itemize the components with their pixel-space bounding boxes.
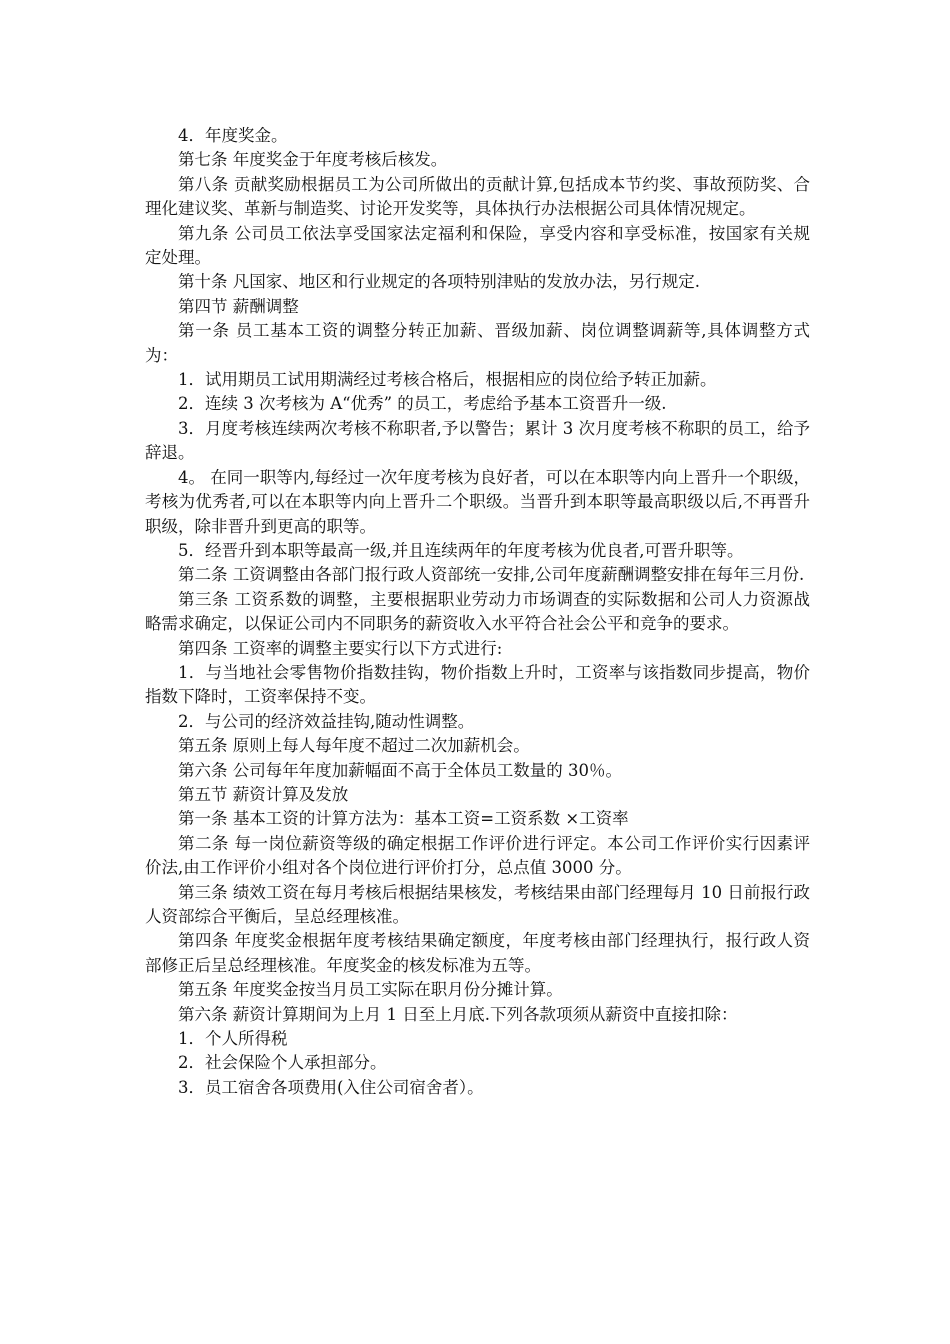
paragraph: 第四条 工资率的调整主要实行以下方式进行: bbox=[178, 638, 503, 658]
list-item: 3．月度考核连续两次考核不称职者,予以警告；累计 3 次月度考核不称职的员工，给予辞退。 bbox=[145, 418, 810, 463]
list-item: 1．个人所得税 bbox=[178, 1029, 288, 1049]
document-body bbox=[145, 124, 810, 1100]
list-item: 1．试用期员工试用期满经过考核合格后，根据相应的岗位给予转正加薪。 bbox=[178, 370, 717, 390]
section-heading: 第五节 薪资计算及发放 bbox=[178, 784, 349, 804]
paragraph: 第一条 基本工资的计算方法为：基本工资=工资系数 ×工资率 bbox=[178, 809, 629, 829]
paragraph: 第九条 公司员工依法享受国家法定福利和保险，享受内容和享受标准，按国家有关规定处理。 bbox=[145, 223, 810, 268]
paragraph: 第四条 年度奖金根据年度考核结果确定额度，年度考核由部门经理执行，报行政人资部修正后呈总经理核准。年度奖金的核发标准为五等。 bbox=[145, 931, 810, 975]
section-heading: 第四节 薪酬调整 bbox=[178, 296, 299, 316]
paragraph: 第六条 薪资计算期间为上月 1 日至上月底.下列各款项须从薪资中直接扣除： bbox=[178, 1004, 738, 1024]
paragraph: 4．年度奖金。 bbox=[178, 126, 288, 145]
paragraph: 第五条 原则上每人每年度不超过二次加薪机会。 bbox=[178, 736, 530, 756]
paragraph: 第十条 凡国家、地区和行业规定的各项特别津贴的发放办法，另行规定. bbox=[178, 272, 700, 292]
paragraph: 第七条 年度奖金于年度考核后核发。 bbox=[178, 150, 448, 170]
paragraph: 第一条 员工基本工资的调整分转正加薪、晋级加薪、岗位调整调薪等,具体调整方式为： bbox=[145, 321, 810, 365]
paragraph: 第五条 年度奖金按当月员工实际在职月份分摊计算。 bbox=[178, 980, 563, 1000]
paragraph: 第八条 贡献奖励根据员工为公司所做出的贡献计算,包括成本节约奖、事故预防奖、合理化建议奖、革新与制造奖、讨论开发奖等，具体执行办法根据公司具体情况规定。 bbox=[145, 174, 810, 219]
paragraph: 第六条 公司每年年度加薪幅面不高于全体员工数量的 30％。 bbox=[178, 760, 622, 780]
list-item: 4。 在同一职等内,每经过一次年度考核为良好者，可以在本职等内向上晋升一个职级，考核为优秀者,可以在本职等内向上晋升二个职级。当晋升到本职等最高职级以后,不再晋升职级，除非晋升到更高的职等。 bbox=[145, 467, 810, 536]
list-item: 2．连续 3 次考核为 A“优秀” 的员工，考虑给予基本工资晋升一级. bbox=[178, 394, 667, 414]
list-item: 1．与当地社会零售物价指数挂钩，物价指数上升时，工资率与该指数同步提高，物价指数下降时，工资率保持不变。 bbox=[145, 662, 810, 707]
paragraph: 第三条 工资系数的调整，主要根据职业劳动力市场调查的实际数据和公司人力资源战略需求确定，以保证公司内不同职务的薪资收入水平符合社会公平和竞争的要求。 bbox=[145, 589, 810, 634]
list-item: 2．与公司的经济效益挂钩,随动性调整。 bbox=[178, 711, 475, 731]
list-item: 5．经晋升到本职等最高一级,并且连续两年的年度考核为优良者,可晋升职等。 bbox=[178, 540, 744, 560]
paragraph: 第三条 绩效工资在每月考核后根据结果核发，考核结果由部门经理每月 10 日前报行政人资部综合平衡后，呈总经理核准。 bbox=[145, 882, 810, 926]
list-item: 3．员工宿舍各项费用(入住公司宿舍者）。 bbox=[178, 1077, 484, 1097]
paragraph: 第二条 每一岗位薪资等级的确定根据工作评价进行评定。本公司工作评价实行因素评价法,由工作评价小组对各个岗位进行评价打分，总点值 3000 分。 bbox=[145, 833, 810, 878]
list-item: 2．社会保险个人承担部分。 bbox=[178, 1053, 387, 1073]
paragraph: 第二条 工资调整由各部门报行政人资部统一安排,公司年度薪酬调整安排在每年三月份. bbox=[178, 565, 805, 585]
